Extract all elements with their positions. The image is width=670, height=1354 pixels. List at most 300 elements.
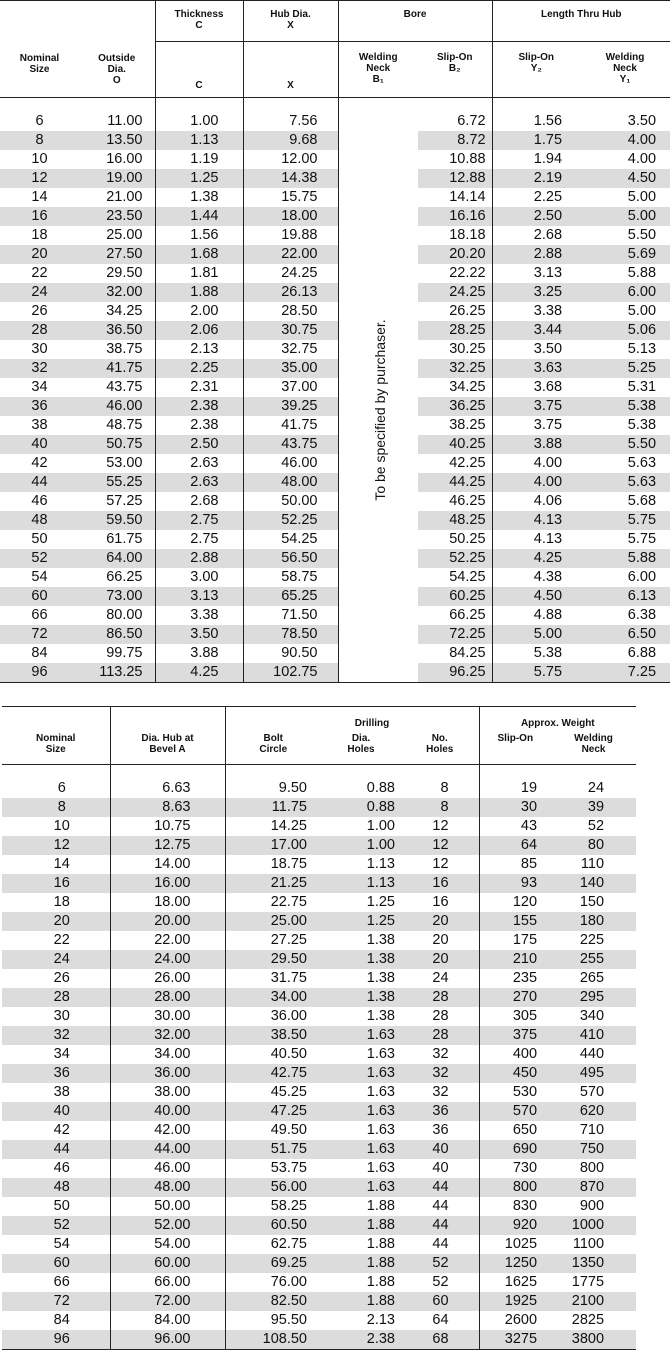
table-cell: 2.31	[155, 378, 243, 397]
table-cell: 44	[0, 473, 79, 492]
table-cell: 5.75	[492, 663, 580, 683]
table-cell: 31.75	[225, 969, 321, 988]
bore-blank-cell	[338, 587, 418, 606]
table-cell: 19	[479, 779, 551, 798]
table-cell: 58.25	[225, 1197, 321, 1216]
table-cell: 20	[432, 931, 449, 948]
table-cell: 42.00	[110, 1121, 225, 1140]
bolt-circle-header: Bolt Circle	[225, 729, 321, 765]
table-cell: 6.00	[580, 283, 670, 302]
table-cell: 40.00	[110, 1102, 225, 1121]
table-cell: 3.13	[155, 587, 243, 606]
table-cell: 61.75	[106, 530, 143, 547]
table-cell: 42	[53, 1121, 70, 1138]
table-cell: 32	[401, 1064, 479, 1083]
table-cell: 38.25	[449, 416, 486, 433]
bore-blank-cell	[338, 644, 418, 663]
table-row	[0, 530, 670, 549]
table-cell: 55.25	[79, 473, 155, 492]
table-cell: 4.50	[580, 169, 670, 188]
table-cell: 26.25	[449, 302, 486, 319]
table-cell: 34.00	[225, 988, 321, 1007]
table-cell: 1.38	[321, 988, 401, 1007]
table-cell: 43.75	[106, 378, 143, 395]
table-cell: 3.75	[492, 397, 580, 416]
table-cell: 155	[479, 912, 551, 931]
table-cell: 2600	[479, 1311, 551, 1330]
table-cell: 3.63	[492, 359, 580, 378]
table-cell: 1.38	[366, 931, 395, 948]
table-cell: 1.13	[321, 874, 401, 893]
table-cell: 72	[0, 625, 79, 644]
table-row	[2, 1026, 636, 1045]
table-cell: 35.00	[243, 359, 338, 378]
table-row	[2, 836, 636, 855]
table-cell: 375	[479, 1026, 551, 1045]
bore-blank-cell	[338, 245, 418, 264]
weight-slip-on-header: Slip-On	[479, 729, 551, 765]
weight-welding-neck-header: Welding Neck	[551, 729, 636, 765]
table-cell: 3.38	[492, 302, 580, 321]
bore-blank-cell	[338, 188, 418, 207]
table-cell: 1.19	[155, 150, 243, 169]
table-cell: 12.00	[243, 150, 338, 169]
table-cell: 66	[31, 606, 48, 623]
table-cell: 12	[2, 836, 110, 855]
table-cell: 12.75	[110, 836, 225, 855]
table-cell: 50.25	[449, 530, 486, 547]
table-cell: 108.50	[225, 1330, 321, 1350]
table-cell: 3.38	[155, 606, 243, 625]
table-cell: 28	[432, 1007, 449, 1024]
dia-hub-bevel-header: Dia. Hub at Bevel A	[110, 729, 225, 765]
table-cell: 5.00	[627, 302, 657, 319]
table-cell: 80	[551, 836, 636, 855]
table-cell: 46.25	[449, 492, 486, 509]
table-cell: 50.00	[110, 1197, 225, 1216]
table-cell: 28	[2, 988, 110, 1007]
table-cell: 50	[53, 1197, 70, 1214]
table-row	[0, 340, 670, 359]
table-cell: 27.50	[79, 245, 155, 264]
table-cell: 48.75	[106, 416, 143, 433]
table-cell: 6.13	[580, 587, 670, 606]
table-cell: 25.00	[106, 226, 143, 243]
table-cell: 1.44	[155, 207, 243, 226]
table-cell: 3.13	[492, 264, 580, 283]
table-cell: 46.00	[79, 397, 155, 416]
table-row	[2, 1064, 636, 1083]
table-cell: 96.25	[418, 663, 492, 683]
table-cell: 86.50	[79, 625, 155, 644]
table-row	[0, 245, 670, 264]
table-cell: 6	[57, 779, 66, 796]
table-row	[2, 855, 636, 874]
table-row	[0, 416, 670, 435]
table-row	[2, 1007, 636, 1026]
table-cell: 52	[432, 1273, 449, 1290]
table-cell: 72.00	[110, 1292, 225, 1311]
table-cell: 20.00	[110, 912, 225, 931]
bore-blank-cell	[338, 226, 418, 245]
table-cell: 570	[479, 1102, 551, 1121]
table-cell: 26	[53, 969, 70, 986]
table-cell: 5.75	[627, 530, 657, 547]
table-cell: 3275	[479, 1330, 551, 1350]
table-row	[0, 188, 670, 207]
table-cell: 6.63	[110, 779, 225, 798]
table-cell: 50	[31, 530, 48, 547]
table-cell: 84	[53, 1311, 70, 1328]
table-cell: 4.00	[492, 473, 580, 492]
table-cell: 30.25	[449, 340, 486, 357]
table-cell: 73.00	[79, 587, 155, 606]
table-cell: 84	[31, 644, 48, 661]
table-cell: 1025	[479, 1235, 551, 1254]
table-cell: 235	[479, 969, 551, 988]
table-cell: 38	[53, 1083, 70, 1100]
table-cell: 39	[551, 798, 636, 817]
table-cell: 2100	[551, 1292, 636, 1311]
table-cell: 22	[31, 264, 48, 281]
table-cell: 900	[579, 1197, 605, 1214]
table-row	[2, 1178, 636, 1197]
table-cell: 66	[53, 1273, 70, 1290]
table-cell: 64	[432, 1311, 449, 1328]
table-cell: 36	[2, 1064, 110, 1083]
table-cell: 66.25	[449, 606, 486, 623]
table-row	[2, 1102, 636, 1121]
table-cell: 64	[479, 836, 551, 855]
table-cell: 60	[2, 1254, 110, 1273]
table-cell: 1100	[572, 1235, 605, 1252]
table-cell: 1.88	[366, 1273, 395, 1290]
thickness-header: Thickness C	[155, 1, 243, 42]
table-cell: 24	[432, 969, 449, 986]
table-cell: 2.75	[155, 530, 243, 549]
table-row	[2, 798, 636, 817]
table-cell: 44	[401, 1178, 479, 1197]
table-cell: 48.25	[418, 511, 492, 530]
table-cell: 32	[0, 359, 79, 378]
slip-on-length-header: Slip-On Y₂	[492, 42, 580, 98]
table-cell: 1.88	[321, 1254, 401, 1273]
dia-holes-header: Dia. Holes	[321, 729, 401, 765]
table-cell: 2.00	[155, 302, 243, 321]
table-cell: 30	[479, 798, 551, 817]
table-cell: 43	[479, 817, 551, 836]
table-cell: 1.25	[321, 912, 401, 931]
table-cell: 16	[2, 874, 110, 893]
table-row	[0, 568, 670, 587]
table-cell: 46.00	[243, 454, 338, 473]
table-cell: 38	[31, 416, 48, 433]
table-cell: 1.88	[321, 1292, 401, 1311]
table-cell: 1775	[571, 1273, 605, 1290]
table-cell: 2.38	[155, 397, 243, 416]
table-cell: 8.63	[110, 798, 225, 817]
table-cell: 36.00	[110, 1064, 225, 1083]
table-cell: 2.63	[155, 473, 243, 492]
table-row	[0, 321, 670, 340]
table-cell: 24.00	[110, 950, 225, 969]
table-cell: 400	[479, 1045, 551, 1064]
table-row	[0, 473, 670, 492]
table-cell: 46	[53, 1159, 70, 1176]
table-cell: 85	[479, 855, 551, 874]
table-cell: 3.44	[492, 321, 580, 340]
table-cell: 39.25	[243, 397, 338, 416]
table-cell: 750	[551, 1140, 636, 1159]
table-cell: 52	[401, 1254, 479, 1273]
table-cell: 53.75	[225, 1159, 321, 1178]
table-cell: 1.25	[155, 169, 243, 188]
table-cell: 1.63	[321, 1026, 401, 1045]
table-row	[2, 893, 636, 912]
table-cell: 52.00	[110, 1216, 225, 1235]
table-cell: 52.25	[243, 511, 338, 530]
table-cell: 45.25	[225, 1083, 321, 1102]
table-cell: 96.00	[110, 1330, 225, 1350]
table-cell: 9.68	[243, 131, 338, 150]
table-cell: 5.88	[627, 264, 657, 281]
table-cell: 5.68	[627, 492, 657, 509]
table-cell: 32.75	[243, 340, 338, 359]
table-cell: 56.50	[243, 549, 338, 568]
table-cell: 0.88	[366, 779, 395, 796]
table-row	[2, 912, 636, 931]
table-cell: 34	[31, 378, 48, 395]
table-cell: 800	[579, 1159, 605, 1176]
table-cell: 23.50	[79, 207, 155, 226]
table-cell: 2.06	[155, 321, 243, 340]
table-cell: 14.14	[449, 188, 486, 205]
table-cell: 180	[551, 912, 636, 931]
table-cell: 2.68	[155, 492, 243, 511]
table-cell: 36	[432, 1121, 449, 1138]
table-row	[0, 454, 670, 473]
table-cell: 7.25	[580, 663, 670, 683]
table-cell: 730	[479, 1159, 551, 1178]
table-cell: 18	[53, 893, 70, 910]
table-cell: 6	[35, 112, 44, 129]
table-cell: 54.25	[243, 530, 338, 549]
table-cell: 4.50	[492, 587, 580, 606]
table-cell: 41.75	[243, 416, 338, 435]
table-cell: 8.72	[418, 131, 492, 150]
table-row	[2, 950, 636, 969]
table-cell: 2.25	[492, 188, 580, 207]
table-cell: 340	[579, 1007, 605, 1024]
table-row	[2, 1045, 636, 1064]
table-cell: 5.25	[580, 359, 670, 378]
table-cell: 1.63	[366, 1121, 395, 1138]
table-cell: 32	[432, 1083, 449, 1100]
table-row	[0, 378, 670, 397]
slip-on-bore-header: Slip-On B₂	[418, 42, 492, 98]
table-cell: 78.50	[243, 625, 338, 644]
bore-blank-cell	[338, 511, 418, 530]
table-cell: 1.68	[155, 245, 243, 264]
table-cell: 19.88	[243, 226, 338, 245]
table-cell: 50.75	[79, 435, 155, 454]
table-cell: 28.00	[110, 988, 225, 1007]
table-cell: 1.38	[321, 950, 401, 969]
table-cell: 42.25	[449, 454, 486, 471]
table-cell: 2.63	[155, 454, 243, 473]
bore-header: Bore	[338, 1, 492, 42]
table-cell: 5.38	[492, 644, 580, 663]
table-cell: 1.63	[321, 1102, 401, 1121]
table-cell: 40.50	[225, 1045, 321, 1064]
table-cell: 2825	[571, 1311, 605, 1328]
table-cell: 4.13	[492, 511, 580, 530]
table-cell: 5.13	[627, 340, 657, 357]
table-cell: 1.88	[366, 1197, 395, 1214]
table-cell: 14.38	[243, 169, 338, 188]
table-cell: 12	[0, 169, 79, 188]
table-cell: 14.25	[225, 817, 321, 836]
table-cell: 1.63	[321, 1140, 401, 1159]
table-cell: 54.25	[449, 568, 486, 585]
table-cell: 16.00	[106, 150, 143, 167]
table-cell: 570	[579, 1083, 605, 1100]
table-cell: 3.75	[492, 416, 580, 435]
table-row	[0, 606, 670, 625]
table-cell: 12	[432, 855, 449, 872]
table-cell: 1.88	[155, 283, 243, 302]
table-cell: 5.00	[492, 625, 580, 644]
table-cell: 49.50	[225, 1121, 321, 1140]
table-cell: 29.50	[225, 950, 321, 969]
welding-neck-bore-header: Welding Neck B₁	[338, 42, 418, 98]
table-cell: 65.25	[243, 587, 338, 606]
no-holes-header: No. Holes	[401, 729, 479, 765]
table-cell: 2.75	[155, 511, 243, 530]
table-cell: 24	[587, 779, 605, 796]
table-cell: 20	[401, 912, 479, 931]
table-cell: 113.25	[79, 663, 155, 683]
table-row	[0, 435, 670, 454]
table-cell: 3.50	[492, 340, 580, 359]
table-cell: 12.88	[418, 169, 492, 188]
table-row	[2, 1235, 636, 1254]
hub-x-header: X	[243, 42, 338, 98]
table-cell: 2.13	[155, 340, 243, 359]
table-cell: 6.50	[580, 625, 670, 644]
table-cell: 36.50	[79, 321, 155, 340]
table-cell: 62.75	[225, 1235, 321, 1254]
table-cell: 28	[0, 321, 79, 340]
table-row	[2, 931, 636, 950]
table-cell: 52	[2, 1216, 110, 1235]
table-cell: 47.25	[225, 1102, 321, 1121]
table-cell: 64.00	[79, 549, 155, 568]
table-cell: 3.88	[155, 644, 243, 663]
table-cell: 60.50	[225, 1216, 321, 1235]
table-cell: 40	[2, 1102, 110, 1121]
table-cell: 1.63	[321, 1064, 401, 1083]
bore-blank-cell	[338, 169, 418, 188]
bore-blank-cell	[338, 663, 418, 683]
table-cell: 57.25	[106, 492, 143, 509]
table-cell: 5.75	[580, 511, 670, 530]
table-cell: 16.16	[418, 207, 492, 226]
table-cell: 8	[440, 779, 449, 796]
table-cell: 0.88	[321, 798, 401, 817]
table-cell: 305	[479, 1007, 551, 1026]
table-cell: 44	[432, 1197, 449, 1214]
table-cell: 52	[0, 549, 79, 568]
table-row	[2, 1159, 636, 1178]
bore-blank-cell	[338, 625, 418, 644]
table-cell: 76.00	[225, 1273, 321, 1292]
table-cell: 28.50	[243, 302, 338, 321]
table-cell: 1000	[551, 1216, 636, 1235]
table-cell: 6.00	[627, 568, 657, 585]
table-cell: 920	[479, 1216, 551, 1235]
table-cell: 20	[401, 950, 479, 969]
table-cell: 40	[0, 435, 79, 454]
table-cell: 2.38	[155, 416, 243, 435]
table-cell: 1.75	[492, 131, 580, 150]
table-cell: 710	[579, 1121, 605, 1138]
table-cell: 1.56	[492, 112, 580, 131]
table-cell: 58.75	[243, 568, 338, 587]
table-cell: 96	[2, 1330, 110, 1350]
table-cell: 225	[579, 931, 605, 948]
table-cell: 19.00	[79, 169, 155, 188]
table-cell: 1.38	[366, 969, 395, 986]
table-cell: 66.25	[106, 568, 143, 585]
table-cell: 90.50	[243, 644, 338, 663]
table-cell: 150	[579, 893, 605, 910]
table-cell: 16	[0, 207, 79, 226]
table-cell: 16	[432, 893, 449, 910]
drilling-weight-table	[2, 706, 636, 1350]
table-cell: 18.00	[243, 207, 338, 226]
table-cell: 5.63	[627, 454, 657, 471]
table-cell: 44.00	[110, 1140, 225, 1159]
table-cell: 265	[579, 969, 605, 986]
table-cell: 96	[0, 663, 79, 683]
table-cell: 28.25	[418, 321, 492, 340]
table-cell: 44	[401, 1216, 479, 1235]
table-cell: 175	[479, 931, 551, 950]
bore-blank-cell	[338, 207, 418, 226]
outside-dia-header: Outside Dia. O	[79, 42, 155, 98]
table-cell: 1.81	[155, 264, 243, 283]
table-cell: 5.00	[580, 207, 670, 226]
table-cell: 2.38	[321, 1330, 401, 1350]
table-cell: 2.88	[492, 245, 580, 264]
bore-blank-cell	[338, 606, 418, 625]
table-row	[0, 644, 670, 663]
table-cell: 37.00	[243, 378, 338, 397]
table-cell: 28	[401, 988, 479, 1007]
table-cell: 72.25	[418, 625, 492, 644]
bore-blank-cell	[338, 131, 418, 150]
table-cell: 1.00	[366, 817, 395, 834]
table-cell: 22.22	[449, 264, 486, 281]
nominal-size-header-2: Nominal Size	[2, 729, 110, 765]
table-cell: 27.25	[225, 931, 321, 950]
table-row	[2, 1083, 636, 1102]
table-row	[2, 1216, 636, 1235]
table-row	[0, 302, 670, 321]
table-cell: 34	[53, 1045, 70, 1062]
table-cell: 870	[551, 1178, 636, 1197]
